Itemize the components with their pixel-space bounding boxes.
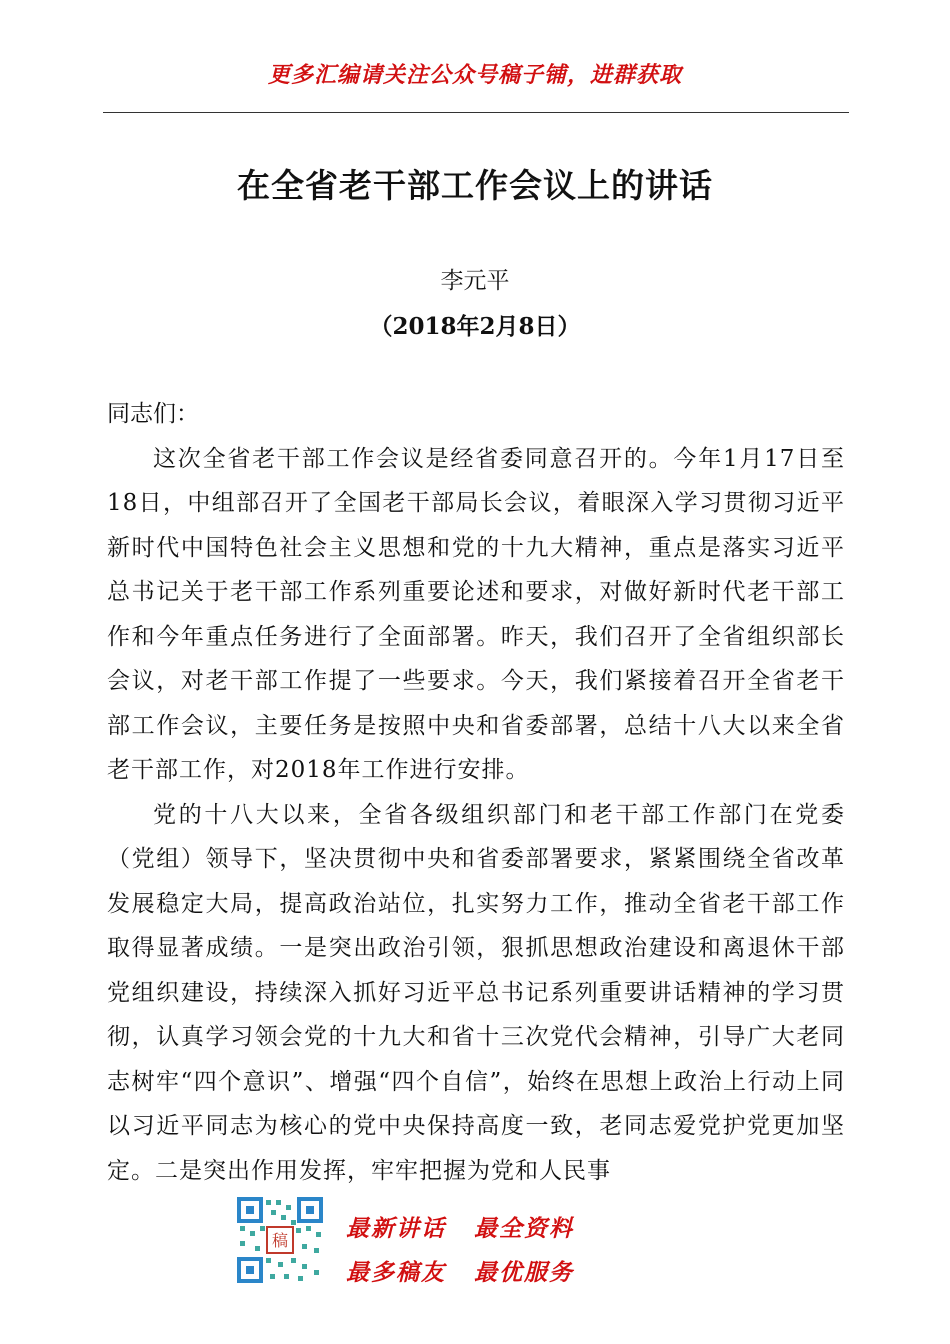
paragraph-1: 这次全省老干部工作会议是经省委同意召开的。今年1月17日至18日，中组部召开了全国老干部局长会议，着眼深入学习贯彻习近平新时代中国特色社会主义思想和党的十九大精神，重点是落实习近平总书记关于老干部工作系列重要论述和要求，对做好新时代老干部工作和今年重点任务进行了全面部署。昨天，我们召开了全省组织部长会议，对老干部工作提了一些要求。今天，我们紧接着召开全省老干部工作会议，主要任务是按照中央和省委部署，总结十八大以来全省老干部工作，对2018年工作进行安排。 bbox=[107, 445, 845, 783]
paragraph-2: 党的十八大以来，全省各级组织部门和老干部工作部门在党委（党组）领导下，坚决贯彻中央和省委部署要求，紧紧围绕全省改革发展稳定大局，提高政治站位，扎实努力工作，推动全省老干部工作取得显著成绩。一是突出政治引领，狠抓思想政治建设和离退休干部党组织建设，持续深入抓好习近平总书记系列重要讲话精神的学习贯彻，认真学习领会党的十九大和省十三次党代会精神，引导广大老同志树牢“四个意识”、增强“四个自信”，始终在思想上政治上行动上同以习近平同志为核心的党中央保持高度一致，老同志爱党护党更加坚定。二是突出作用发挥，牢牢把握为党和人民事 bbox=[107, 801, 845, 1184]
header-divider bbox=[103, 112, 849, 113]
slogan-latest-speeches: 最新讲话 bbox=[346, 1215, 446, 1242]
slogan-row-2 bbox=[346, 1254, 602, 1287]
document-body bbox=[107, 392, 845, 1193]
qr-code-icon bbox=[236, 1196, 324, 1284]
slogan-most-writers: 最多稿友 bbox=[346, 1259, 446, 1286]
document-author: 李元平 bbox=[440, 268, 510, 294]
salutation: 同志们： bbox=[107, 401, 199, 427]
document-date: （2018年2月8日） bbox=[369, 313, 581, 340]
header-banner: 更多汇编请关注公众号稿子铺，进群获取 bbox=[267, 62, 682, 88]
qr-stamp-text: 稿 bbox=[271, 1231, 289, 1250]
slogan-complete-materials: 最全资料 bbox=[474, 1215, 574, 1242]
footer-promo bbox=[236, 1196, 636, 1286]
slogan-row-1 bbox=[346, 1210, 602, 1243]
document-title: 在全省老干部工作会议上的讲话 bbox=[237, 166, 713, 205]
slogan-best-service: 最优服务 bbox=[474, 1259, 574, 1286]
